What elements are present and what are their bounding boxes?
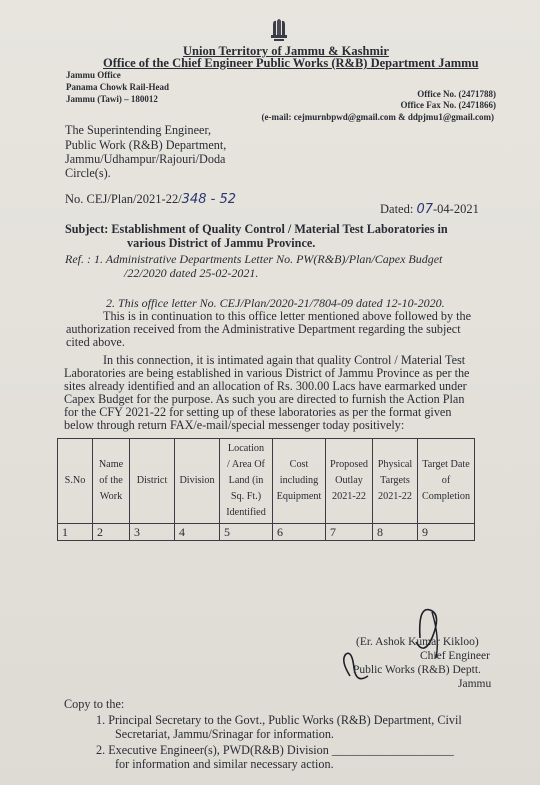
header-cost: Cost including Equipment — [273, 439, 326, 524]
paragraph-2-line: In this connection, it is intimated again that quality Control / Material Test — [103, 353, 466, 367]
reference-number — [65, 192, 236, 207]
table-cell: 7 — [326, 524, 373, 541]
header-location: Location / Area Of Land (in Sq. Ft.) Identified — [220, 439, 273, 524]
recipient-line: Jammu/Udhampur/Rajouri/Doda — [65, 152, 226, 166]
table-cell: 4 — [175, 524, 220, 541]
recipient-line: Circle(s). — [65, 166, 111, 180]
table-header-row — [58, 439, 475, 524]
date-day-handwritten: 07 — [416, 202, 433, 217]
header-district: District — [130, 439, 175, 524]
copy-to-label: Copy to the: — [64, 697, 125, 711]
date-rest: -04-2021 — [433, 202, 479, 216]
header-sno: S.No — [58, 439, 93, 524]
copy-to-item: for information and similar necessary action. — [115, 757, 334, 771]
copy-to-item: Secretariat, Jammu/Srinagar for information. — [115, 727, 334, 741]
table-cell: 5 — [220, 524, 273, 541]
office-heading: Office of the Chief Engineer Public Works (R&B) Department Jammu — [103, 56, 479, 70]
table-cell: 8 — [373, 524, 418, 541]
header-proposed-outlay: Proposed Outlay 2021-22 — [326, 439, 373, 524]
paragraph-2-line: sites already identified and an allocation of Rs. 300.00 Lacs have earmarked under — [64, 379, 467, 393]
signatory-department: Public Works (R&B) Deptt. — [353, 664, 481, 676]
signatory-location: Jammu — [458, 678, 492, 690]
action-plan-table — [57, 438, 475, 541]
header-target-date: Target Date of Completion — [418, 439, 475, 524]
subject-line: various District of Jammu Province. — [127, 236, 316, 250]
paragraph-2-line: Laboratories are being established in various District of Jammu Province as per the — [64, 366, 470, 380]
table-cell: 2 — [93, 524, 130, 541]
territory-heading: Union Territory of Jammu & Kashmir — [183, 44, 389, 58]
table-cell: 6 — [273, 524, 326, 541]
date-label: Dated: — [380, 202, 414, 216]
signatory-name: (Er. Ashok Kumar Kikloo) — [356, 636, 479, 648]
subject-line: Subject: Establishment of Quality Control / Material Test Laboratories in — [65, 222, 448, 236]
address-line: Jammu Office — [66, 70, 121, 80]
reference-number-handwritten: 348 - 52 — [181, 192, 236, 207]
table-cell: 3 — [130, 524, 175, 541]
header-name-of-work: Name of the Work — [93, 439, 130, 524]
office-phone: Office No. (2471788) — [417, 89, 496, 99]
copy-to-item: 2. Executive Engineer(s), PWD(R&B) Division ____________________ — [96, 743, 454, 757]
paragraph-2-line: below through return FAX/e-mail/special messenger today positively: — [64, 418, 405, 432]
table-cell: 9 — [418, 524, 475, 541]
reference-number-printed: No. CEJ/Plan/2021-22/ — [65, 192, 182, 206]
header-division: Division — [175, 439, 220, 524]
signatory-title: Chief Engineer — [420, 650, 490, 662]
recipient-line: Public Work (R&B) Department, — [65, 138, 227, 152]
table-cell: 1 — [58, 524, 93, 541]
national-emblem-icon — [265, 15, 293, 43]
office-fax: Office Fax No. (2471866) — [400, 100, 496, 110]
paragraph-2-line: Capex Budget for the purpose. As such you are directed to furnish the Action Plan — [64, 392, 465, 406]
table-row — [58, 524, 475, 541]
office-email: (e-mail: cejmurnbpwd@gmail.com & ddpjmu1@gmail.com) — [261, 112, 494, 122]
paragraph-2-line: for the CFY 2021-22 for setting up of these laboratories as per the format given — [64, 405, 452, 419]
address-line: Jammu (Tawi) – 180012 — [66, 94, 158, 104]
letter-date — [380, 202, 479, 217]
reference-1: /22/2020 dated 25-02-2021. — [124, 266, 259, 280]
paragraph-1-line: This is in continuation to this office letter mentioned above followed by the — [103, 309, 472, 323]
paragraph-1-line: cited above. — [66, 335, 125, 349]
reference-1: Ref. : 1. Administrative Departments Letter No. PW(R&B)/Plan/Capex Budget — [65, 252, 443, 266]
paragraph-1-line: authorization received from the Administrative Department regarding the subject — [66, 322, 461, 336]
copy-to-item: 1. Principal Secretary to the Govt., Public Works (R&B) Department, Civil — [96, 713, 462, 727]
recipient-line: The Superintending Engineer, — [65, 123, 212, 137]
address-line: Panama Chowk Rail-Head — [66, 82, 170, 92]
header-physical-targets: Physical Targets 2021-22 — [373, 439, 418, 524]
reference-2: 2. This office letter No. CEJ/Plan/2020-21/7804-09 dated 12-10-2020. — [106, 296, 445, 310]
